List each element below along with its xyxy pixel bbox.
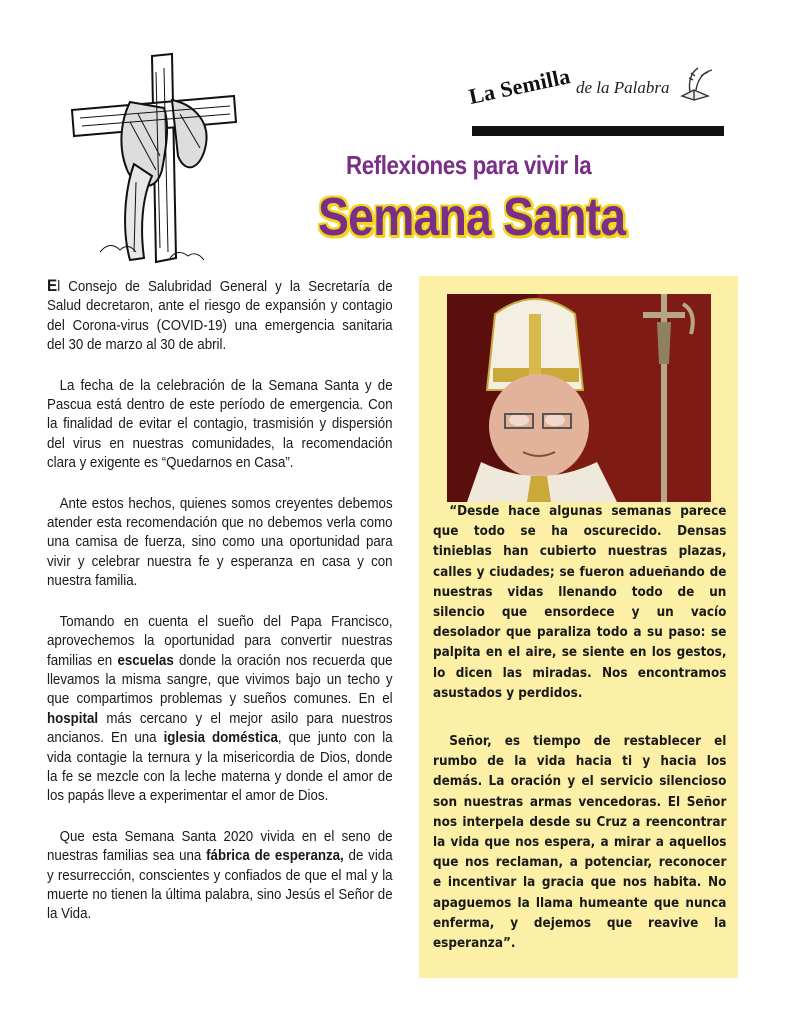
masthead-rule <box>472 126 724 136</box>
article-paragraph-4 <box>47 613 393 807</box>
emphasis-escuelas: escuelas <box>117 652 174 669</box>
emphasis-iglesia-domestica: iglesia doméstica <box>163 730 278 747</box>
pope-photo <box>447 294 711 502</box>
book-wheat-icon <box>668 66 714 106</box>
article-paragraph-1 <box>47 276 393 356</box>
article-column <box>47 276 393 946</box>
draped-cross-icon <box>60 52 240 267</box>
page-subtitle: Reflexiones para vivir la <box>346 150 592 180</box>
paragraph-text: Tomando en cuenta el sueño del Papa Francisco, aprovechemos la oportunidad para convertir nuestras familias en <box>47 613 393 669</box>
quote-box <box>419 276 738 978</box>
paragraph-text: , que junto con la vida contagie la ternura y la misericordia de Dios, donde la fe se mezcle con la leche materna y donde el amor de los papás lleve a experimentar el amor de Dios. <box>47 730 393 805</box>
emphasis-hospital: hospital <box>47 710 99 727</box>
pope-portrait-image <box>447 294 711 502</box>
page-title: Semana Santa <box>318 187 626 247</box>
quote-text: “Desde hace algunas semanas parece que todo se ha oscurecido. Densas tinieblas han cubierto nuestras plazas, calles y ciudades; se fueron adueñando de nuestras vidas llenando todo de un silencio que ensordece y un vacío desolador que paraliza todo a su paso: se palpita en el aire, se siente en los gestos, lo dicen las miradas. Nos encontramos asustados y perdidos. <box>433 504 727 701</box>
article-paragraph-5 <box>47 828 393 925</box>
paragraph-text: l Consejo de Salubridad General y la Secretaría de Salud decretaron, ante el riesgo de expansión y contagio del Corona-virus (COVID-19) una emergencia sanitaria del 30 de marzo al 30 de abril. <box>47 279 393 354</box>
article-paragraph-2: La fecha de la celebración de la Semana Santa y de Pascua está dentro de este período de emergencia. Con la finalidad de evitar el contagio, trasmisión y dispersión del virus en nuestras comunidades, la recomendación clara y exigente es “Quedarnos en Casa”. <box>47 377 393 472</box>
brand-subtitle: de la Palabra <box>576 78 670 97</box>
drop-cap: E <box>47 276 58 295</box>
paragraph-text: de vida y resurrección, conscientes y confiados de que el mal y la muerte no tienen la última palabra, sino Jesús el Señor de la Vida. <box>47 848 393 923</box>
masthead <box>466 62 724 136</box>
draped-cross-illustration <box>60 52 240 267</box>
paragraph-text: donde la oración nos recuerda que llevamos la misma sangre, que vivimos bajo un techo y que compartimos problemas y sueños comunes. En el <box>47 652 393 708</box>
paragraph-text: más cercano y el mejor asilo para nuestros ancianos. En una <box>47 710 393 747</box>
paragraph-text: Que esta Semana Santa 2020 vivida en el seno de nuestras familias sea una <box>47 828 393 865</box>
quote-paragraph-1 <box>433 502 726 704</box>
quote-text: Señor, es tiempo de restablecer el rumbo de la vida hacia ti y hacia los demás. La oración y el servicio silencioso son nuestras armas vencedoras. El Señor nos interpela desde su Cruz a reencontrar la vida que nos espera, a mirar a aquellos que nos reclaman, a potenciar, reconocer e incentivar la gracia que nos habita. No apaguemos la llama humeante que nunca enferma, y dejemos que reavive la esperanza”. <box>433 734 727 952</box>
brand-title: La Semilla <box>466 63 573 110</box>
quote-paragraph-2 <box>433 732 726 954</box>
article-paragraph-3: Ante estos hechos, quienes somos creyentes debemos atender esta recomendación que no debemos verla como una camisa de fuerza, sino como una oportunidad para vivir y celebrar nuestra fe y esperanza en casa y con nuestra familia. <box>47 495 393 590</box>
emphasis-fabrica-de-esperanza: fábrica de esperanza, <box>206 848 344 865</box>
